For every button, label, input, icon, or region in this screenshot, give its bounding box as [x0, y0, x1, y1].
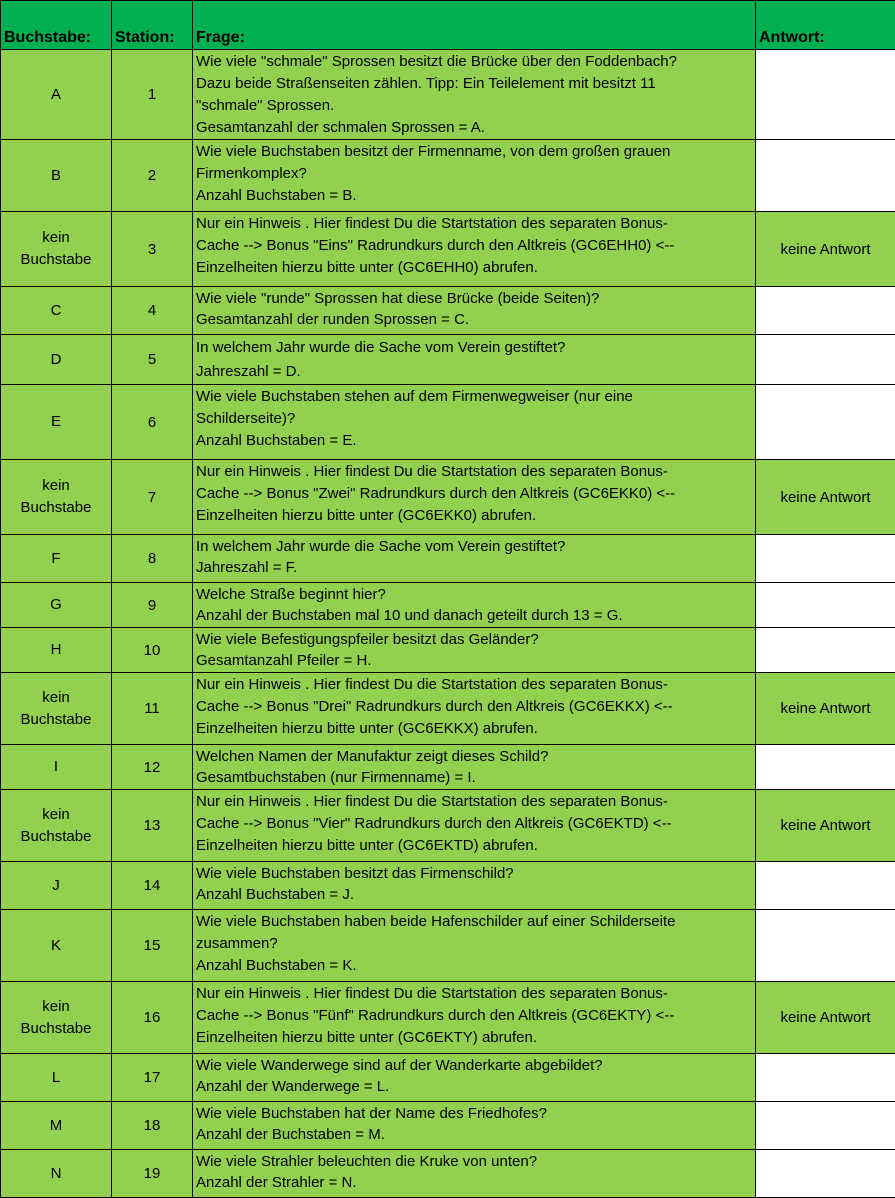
question-line: Anzahl der Buchstaben mal 10 und danach geteilt durch 13 = G. [196, 605, 752, 626]
question-line: Wie viele Wanderwege sind auf der Wanderkarte abgebildet? [196, 1055, 752, 1076]
station-cell: 15 [112, 910, 193, 982]
question-cell [193, 212, 756, 287]
header-question: Frage: [193, 1, 756, 50]
answer-input-cell[interactable] [756, 535, 895, 583]
question-line: Wie viele Buchstaben besitzt das Firmenschild? [196, 863, 752, 884]
letter-text: K [1, 935, 111, 957]
table-row [1, 583, 895, 628]
question-line: Wie viele Befestigungspfeiler besitzt das Geländer? [196, 629, 752, 650]
question-cell [193, 673, 756, 745]
letter-text: Buchstabe [1, 709, 111, 731]
question-line: Einzelheiten hierzu bitte unter (GC6EKKX) abrufen. [196, 718, 752, 740]
question-line: Anzahl der Buchstaben = M. [196, 1124, 752, 1145]
station-cell: 4 [112, 287, 193, 335]
question-line: Einzelheiten hierzu bitte unter (GC6EKTD) abrufen. [196, 835, 752, 857]
station-cell: 8 [112, 535, 193, 583]
letter-cell [1, 140, 112, 212]
question-line: Welche Straße beginnt hier? [196, 584, 752, 605]
letter-text: kein [1, 996, 111, 1018]
header-letter: Buchstabe: [1, 1, 112, 50]
question-line: Dazu beide Straßenseiten zählen. Tipp: Ein Teilelement mit besitzt 11 [196, 73, 752, 95]
question-line: "schmale" Sprossen. [196, 95, 752, 117]
letter-cell [1, 1150, 112, 1198]
letter-cell [1, 673, 112, 745]
question-cell [193, 287, 756, 335]
table-row [1, 460, 895, 535]
letter-text: E [1, 411, 111, 433]
table-row [1, 1102, 895, 1150]
letter-text: A [1, 84, 111, 106]
answer-input-cell[interactable] [756, 1102, 895, 1150]
letter-text: H [1, 639, 111, 661]
question-cell [193, 1150, 756, 1198]
letter-text: kein [1, 227, 111, 249]
question-cell [193, 1102, 756, 1150]
station-cell: 10 [112, 628, 193, 673]
answer-input-cell[interactable] [756, 745, 895, 790]
letter-cell [1, 460, 112, 535]
table-row [1, 287, 895, 335]
question-line: Wie viele "schmale" Sprossen besitzt die Brücke über den Foddenbach? [196, 51, 752, 73]
answer-input-cell[interactable] [756, 50, 895, 140]
answer-cell-note: keine Antwort [756, 673, 895, 745]
table-row [1, 535, 895, 583]
question-line: Cache --> Bonus "Fünf" Radrundkurs durch den Altkreis (GC6EKTY) <-- [196, 1005, 752, 1027]
letter-cell [1, 287, 112, 335]
question-line: Jahreszahl = F. [196, 557, 752, 578]
question-line: Einzelheiten hierzu bitte unter (GC6EKTY) abrufen. [196, 1027, 752, 1049]
station-cell: 14 [112, 862, 193, 910]
header-station: Station: [112, 1, 193, 50]
question-line: Nur ein Hinweis . Hier findest Du die Startstation des separaten Bonus- [196, 983, 752, 1005]
station-cell: 2 [112, 140, 193, 212]
station-cell: 19 [112, 1150, 193, 1198]
station-cell: 12 [112, 745, 193, 790]
letter-text: Buchstabe [1, 249, 111, 271]
letter-cell [1, 583, 112, 628]
question-cell [193, 50, 756, 140]
question-line: In welchem Jahr wurde die Sache vom Verein gestiftet? [196, 536, 752, 557]
question-line: Gesamtanzahl der runden Sprossen = C. [196, 309, 752, 330]
letter-cell [1, 1102, 112, 1150]
table-row [1, 910, 895, 982]
letter-cell [1, 910, 112, 982]
letter-cell [1, 385, 112, 460]
letter-text: C [1, 300, 111, 322]
letter-cell [1, 535, 112, 583]
table-body [1, 50, 895, 1198]
question-line: Anzahl Buchstaben = E. [196, 430, 752, 452]
table-row [1, 140, 895, 212]
question-cell [193, 140, 756, 212]
question-line: Anzahl Buchstaben = B. [196, 185, 752, 207]
table-row [1, 745, 895, 790]
station-cell: 17 [112, 1054, 193, 1102]
question-cell [193, 745, 756, 790]
question-cell [193, 460, 756, 535]
letter-cell [1, 790, 112, 862]
question-line: Jahreszahl = D. [196, 360, 752, 384]
answer-input-cell[interactable] [756, 385, 895, 460]
letter-text: kein [1, 804, 111, 826]
answer-input-cell[interactable] [756, 287, 895, 335]
table-row [1, 982, 895, 1054]
answer-input-cell[interactable] [756, 583, 895, 628]
question-line: Schilderseite)? [196, 408, 752, 430]
station-cell: 9 [112, 583, 193, 628]
table-row [1, 212, 895, 287]
letter-text: I [1, 756, 111, 778]
question-line: Einzelheiten hierzu bitte unter (GC6EHH0) abrufen. [196, 257, 752, 279]
question-line: Nur ein Hinweis . Hier findest Du die Startstation des separaten Bonus- [196, 461, 752, 483]
question-cell [193, 335, 756, 385]
question-line: Anzahl Buchstaben = J. [196, 884, 752, 905]
question-line: Wie viele "runde" Sprossen hat diese Brücke (beide Seiten)? [196, 288, 752, 309]
question-cell [193, 385, 756, 460]
question-line: Wie viele Buchstaben hat der Name des Friedhofes? [196, 1103, 752, 1124]
table-row [1, 335, 895, 385]
question-line: Gesamtanzahl der schmalen Sprossen = A. [196, 117, 752, 139]
answer-input-cell[interactable] [756, 140, 895, 212]
question-cell [193, 862, 756, 910]
question-line: Wie viele Buchstaben besitzt der Firmenname, von dem großen grauen [196, 141, 752, 163]
station-cell: 11 [112, 673, 193, 745]
letter-cell [1, 335, 112, 385]
letter-cell [1, 50, 112, 140]
station-cell: 16 [112, 982, 193, 1054]
letter-text: J [1, 875, 111, 897]
question-line: Gesamtanzahl Pfeiler = H. [196, 650, 752, 671]
station-cell: 18 [112, 1102, 193, 1150]
letter-text: N [1, 1163, 111, 1185]
question-line: Cache --> Bonus "Vier" Radrundkurs durch den Altkreis (GC6EKTD) <-- [196, 813, 752, 835]
letter-cell [1, 1054, 112, 1102]
answer-input-cell[interactable] [756, 628, 895, 673]
letter-text: Buchstabe [1, 826, 111, 848]
answer-cell-note: keine Antwort [756, 982, 895, 1054]
station-cell: 7 [112, 460, 193, 535]
table-row [1, 385, 895, 460]
question-cell [193, 628, 756, 673]
letter-text: B [1, 165, 111, 187]
question-line: Cache --> Bonus "Zwei" Radrundkurs durch den Altkreis (GC6EKK0) <-- [196, 483, 752, 505]
letter-cell [1, 628, 112, 673]
question-cell [193, 1054, 756, 1102]
question-line: Anzahl der Wanderwege = L. [196, 1076, 752, 1097]
letter-cell [1, 862, 112, 910]
question-line: Cache --> Bonus "Drei" Radrundkurs durch den Altkreis (GC6EKKX) <-- [196, 696, 752, 718]
table-row [1, 862, 895, 910]
letter-cell [1, 745, 112, 790]
question-cell [193, 583, 756, 628]
question-line: Cache --> Bonus "Eins" Radrundkurs durch den Altkreis (GC6EHH0) <-- [196, 235, 752, 257]
letter-text: M [1, 1115, 111, 1137]
answer-input-cell[interactable] [756, 1054, 895, 1102]
answer-input-cell[interactable] [756, 335, 895, 385]
station-cell: 1 [112, 50, 193, 140]
letter-text: Buchstabe [1, 497, 111, 519]
question-cell [193, 982, 756, 1054]
question-cell [193, 790, 756, 862]
question-line: Anzahl der Strahler = N. [196, 1172, 752, 1193]
letter-text: F [1, 548, 111, 570]
letter-cell [1, 982, 112, 1054]
station-cell: 3 [112, 212, 193, 287]
question-line: Gesamtbuchstaben (nur Firmenname) = I. [196, 767, 752, 788]
answer-input-cell[interactable] [756, 910, 895, 982]
question-line: Welchen Namen der Manufaktur zeigt dieses Schild? [196, 746, 752, 767]
letter-text: G [1, 594, 111, 616]
question-line: Wie viele Strahler beleuchten die Kruke von unten? [196, 1151, 752, 1172]
letter-text: kein [1, 475, 111, 497]
station-cell: 6 [112, 385, 193, 460]
station-cell: 13 [112, 790, 193, 862]
question-line: zusammen? [196, 933, 752, 955]
table-row [1, 790, 895, 862]
letter-cell [1, 212, 112, 287]
question-line: Nur ein Hinweis . Hier findest Du die Startstation des separaten Bonus- [196, 213, 752, 235]
question-line: Wie viele Buchstaben haben beide Hafenschilder auf einer Schilderseite [196, 911, 752, 933]
station-cell: 5 [112, 335, 193, 385]
question-cell [193, 535, 756, 583]
question-line: Einzelheiten hierzu bitte unter (GC6EKK0) abrufen. [196, 505, 752, 527]
table-row [1, 673, 895, 745]
question-line: Wie viele Buchstaben stehen auf dem Firmenwegweiser (nur eine [196, 386, 752, 408]
question-line: Anzahl Buchstaben = K. [196, 955, 752, 977]
answer-cell-note: keine Antwort [756, 460, 895, 535]
table-row [1, 1054, 895, 1102]
table-row [1, 628, 895, 673]
question-line: In welchem Jahr wurde die Sache vom Verein gestiftet? [196, 336, 752, 360]
table-row [1, 1150, 895, 1198]
letter-text: L [1, 1067, 111, 1089]
table-row [1, 50, 895, 140]
answer-cell-note: keine Antwort [756, 790, 895, 862]
question-line: Nur ein Hinweis . Hier findest Du die Startstation des separaten Bonus- [196, 674, 752, 696]
header-answer: Antwort: [756, 1, 895, 50]
letter-text: kein [1, 687, 111, 709]
question-cell [193, 910, 756, 982]
question-line: Firmenkomplex? [196, 163, 752, 185]
answer-input-cell[interactable] [756, 1150, 895, 1198]
question-line: Nur ein Hinweis . Hier findest Du die Startstation des separaten Bonus- [196, 791, 752, 813]
letter-text: D [1, 349, 111, 371]
letter-text: Buchstabe [1, 1018, 111, 1040]
answer-cell-note: keine Antwort [756, 212, 895, 287]
answer-input-cell[interactable] [756, 862, 895, 910]
header-row [1, 1, 895, 50]
